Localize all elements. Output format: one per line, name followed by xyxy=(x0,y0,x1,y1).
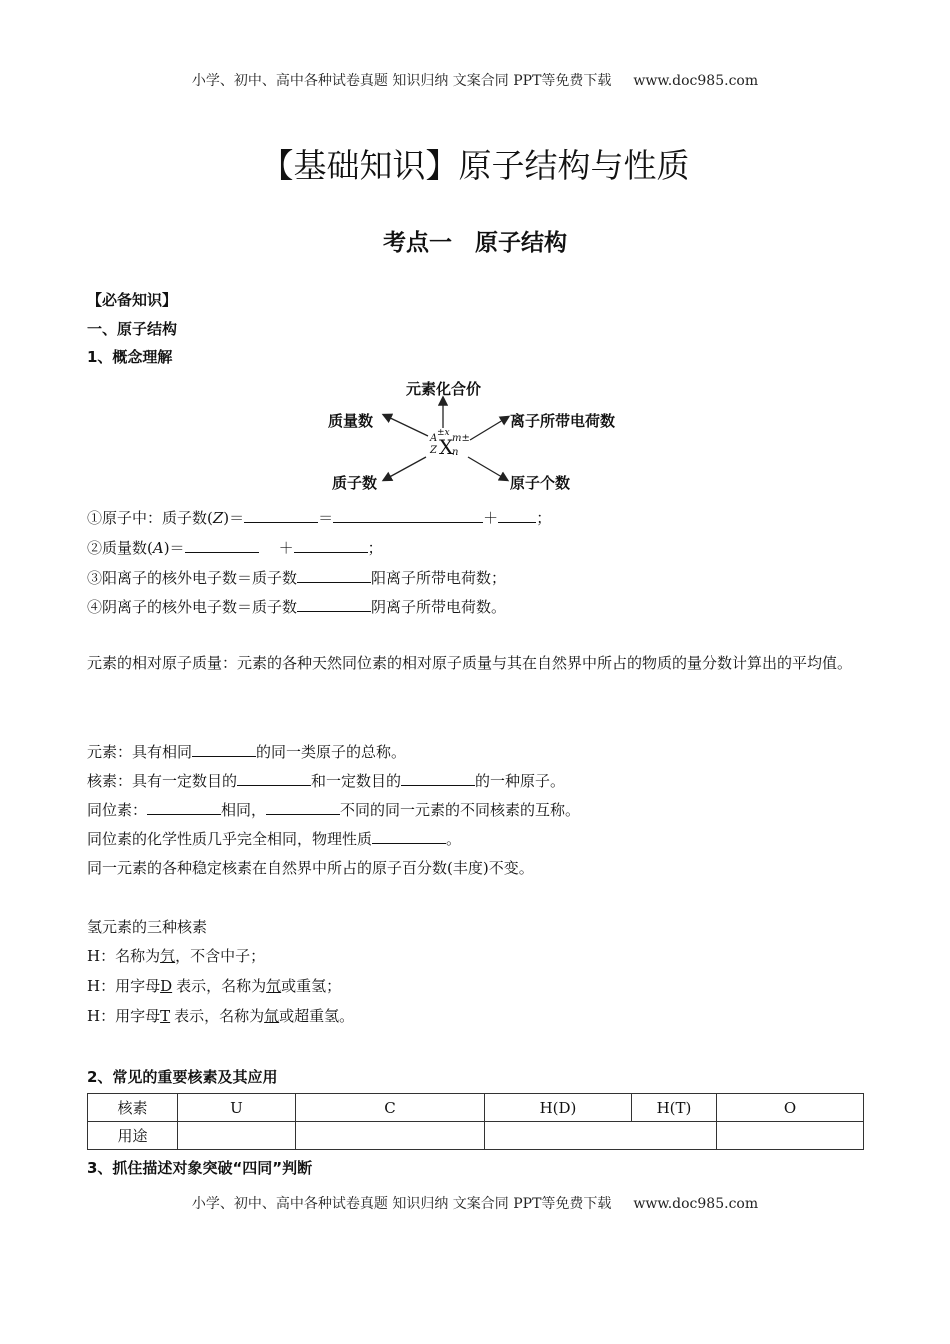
symbol-charge-superscript: m± xyxy=(452,433,470,444)
table-row xyxy=(88,1122,864,1150)
symbol-mass-superscript: A xyxy=(430,433,438,444)
hydrogen-protium: H：名称为氕，不含中子； xyxy=(87,947,266,965)
table-cell: C xyxy=(296,1094,485,1122)
heading-four-same: 3、抓住描述对象突破“四同”判断 xyxy=(87,1159,313,1177)
table-cell-empty[interactable] xyxy=(717,1122,864,1150)
page-title: 【基础知识】原子结构与性质 xyxy=(260,146,690,185)
hydrogen-tritium: H：用字母T 表示，名称为氚或超重氢。 xyxy=(87,1007,355,1025)
hydrogen-nuclides-title: 氢元素的三种核素 xyxy=(87,918,208,936)
isotope-definition: 同位素： 相同， 不同的同一元素的不同核素的互称。 xyxy=(87,801,581,819)
label-valence: 元素化合价 xyxy=(406,380,482,398)
heading-nuclides-applications: 2、常见的重要核素及其应用 xyxy=(87,1068,278,1086)
symbol-proton-subscript: Z xyxy=(430,445,437,456)
blank-field[interactable] xyxy=(401,770,475,786)
blank-field[interactable] xyxy=(266,799,340,815)
table-cell: O xyxy=(717,1094,864,1122)
table-cell-empty[interactable] xyxy=(485,1122,717,1150)
blank-field[interactable] xyxy=(244,507,318,523)
label-ion-charge: 离子所带电荷数 xyxy=(510,412,616,430)
arrow-upper-left xyxy=(384,415,428,436)
table-cell: U xyxy=(178,1094,296,1122)
blank-field[interactable] xyxy=(297,567,371,583)
symbol-count-subscript: n xyxy=(452,447,459,458)
table-cell: 核素 xyxy=(88,1094,178,1122)
hydrogen-deuterium: H：用字母D 表示，名称为氘或重氢； xyxy=(87,977,342,995)
page-footer xyxy=(0,1193,950,1213)
footer-text: 小学、初中、高中各种试卷真题 知识归纳 文案合同 PPT等免费下载 xyxy=(191,1196,612,1212)
header-text: 小学、初中、高中各种试卷真题 知识归纳 文案合同 PPT等免费下载 xyxy=(191,73,612,89)
nuclide-notation-diagram xyxy=(300,372,650,497)
table-cell: 用途 xyxy=(88,1122,178,1150)
blank-field[interactable] xyxy=(147,799,221,815)
equation-proton-number: ①原子中：质子数(Z)＝ ＝ ＋ ； xyxy=(87,509,552,527)
isotope-properties: 同位素的化学性质几乎完全相同，物理性质 。 xyxy=(87,830,462,848)
arrow-lower-left xyxy=(384,457,426,480)
label-proton-number: 质子数 xyxy=(332,474,378,492)
table-cell-empty[interactable] xyxy=(296,1122,485,1150)
table-cell: H(T) xyxy=(632,1094,717,1122)
blank-field[interactable] xyxy=(297,596,371,612)
footer-url[interactable]: www.doc985.com xyxy=(633,1196,759,1212)
symbol-valence-superscript: ±x xyxy=(437,428,450,438)
blank-field[interactable] xyxy=(372,828,446,844)
equation-anion: ④阴离子的核外电子数＝质子数 阴离子所带电荷数。 xyxy=(87,598,507,616)
label-mass-number: 质量数 xyxy=(328,412,374,430)
blank-field[interactable] xyxy=(192,741,256,757)
table-cell: H(D) xyxy=(485,1094,632,1122)
blank-field[interactable] xyxy=(185,537,259,553)
table-cell-empty[interactable] xyxy=(178,1122,296,1150)
page-header xyxy=(0,70,950,90)
symbol-element: X xyxy=(439,435,454,459)
relative-atomic-mass-paragraph: 元素的相对原子质量：元素的各种天然同位素的相对原子质量与其在自然界中所占的物质的量分数计算出的平均值。 xyxy=(87,654,853,672)
equation-cation: ③阳离子的核外电子数＝质子数 阳离子所带电荷数； xyxy=(87,569,507,587)
element-definition: 元素：具有相同 的同一类原子的总称。 xyxy=(87,743,407,761)
section-subtitle: 考点一 原子结构 xyxy=(383,230,567,256)
blank-field[interactable] xyxy=(294,537,368,553)
arrow-lower-right xyxy=(468,457,507,480)
heading-required-knowledge: 【必备知识】 xyxy=(87,291,178,309)
heading-atomic-structure: 一、原子结构 xyxy=(87,320,178,338)
nuclides-table xyxy=(87,1093,864,1150)
heading-concept: 1、概念理解 xyxy=(87,348,173,366)
blank-field[interactable] xyxy=(237,770,311,786)
arrow-upper-right xyxy=(470,417,508,440)
abundance-statement: 同一元素的各种稳定核素在自然界中所占的原子百分数(丰度)不变。 xyxy=(87,859,534,877)
label-atom-count: 原子个数 xyxy=(510,474,571,492)
blank-field[interactable] xyxy=(333,507,483,523)
blank-field[interactable] xyxy=(498,507,536,523)
header-url[interactable]: www.doc985.com xyxy=(633,73,759,89)
table-row xyxy=(88,1094,864,1122)
equation-mass-number: ②质量数(A)＝ ＋ ； xyxy=(87,539,383,557)
nuclide-definition: 核素：具有一定数目的 和一定数目的 的一种原子。 xyxy=(87,772,566,790)
